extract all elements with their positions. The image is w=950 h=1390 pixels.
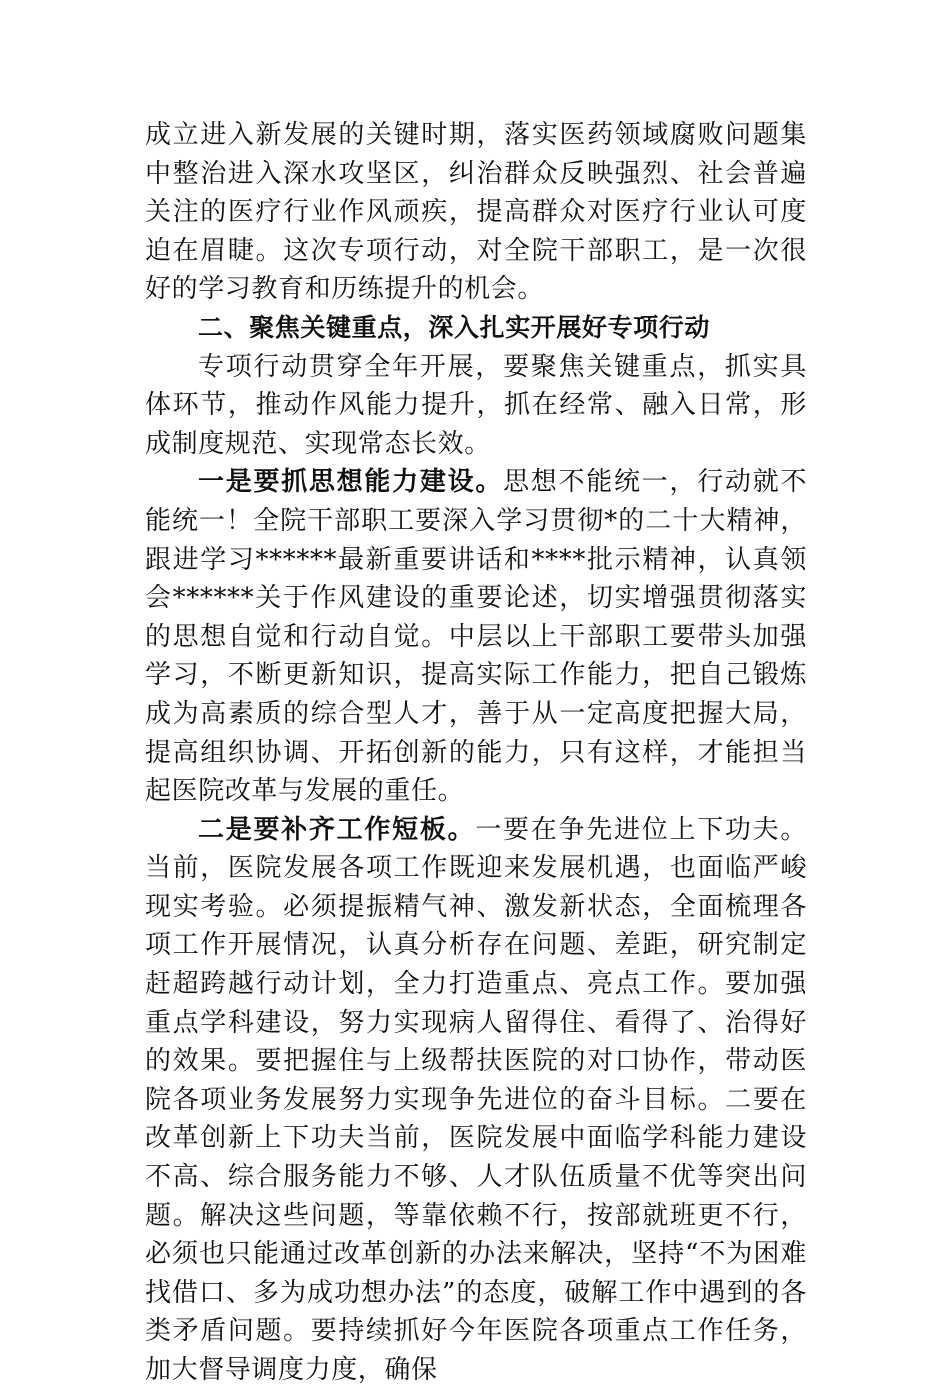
paragraph-body-text: 思想不能统一，行动就不能统一！全院干部职工要深入学习贯彻*的二十大精神，跟进学习******最新重要讲话和****批示精神，认真领会******关于作风建设的重要论述，切实增强贯彻落实的思想自觉和行动自觉。中层以上干部职工要带头加强学习，不断更新知识，提高实际工作能力，把自己锻炼成为高素质的综合型人才，善于从一定高度把握大局，提高组织协调、开拓创新的能力，只有这样，才能担当起医院改革与发展的重任。 [145, 467, 807, 807]
document-body [145, 116, 807, 1390]
paragraph-intro-continuation: 成立进入新发展的关键时期，落实医药领域腐败问题集中整治进入深水攻坚区，纠治群众反映强烈、社会普遍关注的医疗行业作风顽疾，提高群众对医疗行业认可度迫在眉睫。这次专项行动，对全院干部职工，是一次很好的学习教育和历练提升的机会。 [145, 120, 807, 305]
paragraph-shortcomings [145, 811, 807, 1390]
paragraph-body-text: 一要在争先进位上下功夫。当前，医院发展各项工作既迎来发展机遇，也面临严峻现实考验。必须提振精气神、激发新状态，全面梳理各项工作开展情况，认真分析存在问题、差距，研究制定赶超跨越行动计划，全力打造重点、亮点工作。要加强重点学科建设，努力实现病人留得住、看得了、治得好的效果。要把握住与上级帮扶医院的对口协作，带动医院各项业务发展努力实现争先进位的奋斗目标。二要在改革创新上下功夫当前，医院发展中面临学科能力建设不高、综合服务能力不够、人才队伍质量不优等突出问题。解决这些问题，等靠依赖不行，按部就班更不行，必须也只能通过改革创新的办法来解决，坚持“不为困难找借口、多为成功想办法”的态度，破解工作中遇到的各类矛盾问题。要持续抓好今年医院各项重点工作任务，加大督导调度力度，确保 [145, 814, 807, 1385]
paragraph-thought-building [145, 463, 807, 810]
paragraph-special-action: 专项行动贯穿全年开展，要聚焦关键重点，抓实具体环节，推动作风能力提升，抓在经常、融入日常，形成制度规范、实现常态长效。 [145, 351, 807, 459]
paragraph-lead-text: 二是要补齐工作短板。 [198, 814, 476, 845]
section-heading: 二、聚焦关键重点，深入扎实开展好专项行动 [198, 312, 711, 342]
paragraph-lead-text: 一是要抓思想能力建设。 [198, 467, 504, 498]
